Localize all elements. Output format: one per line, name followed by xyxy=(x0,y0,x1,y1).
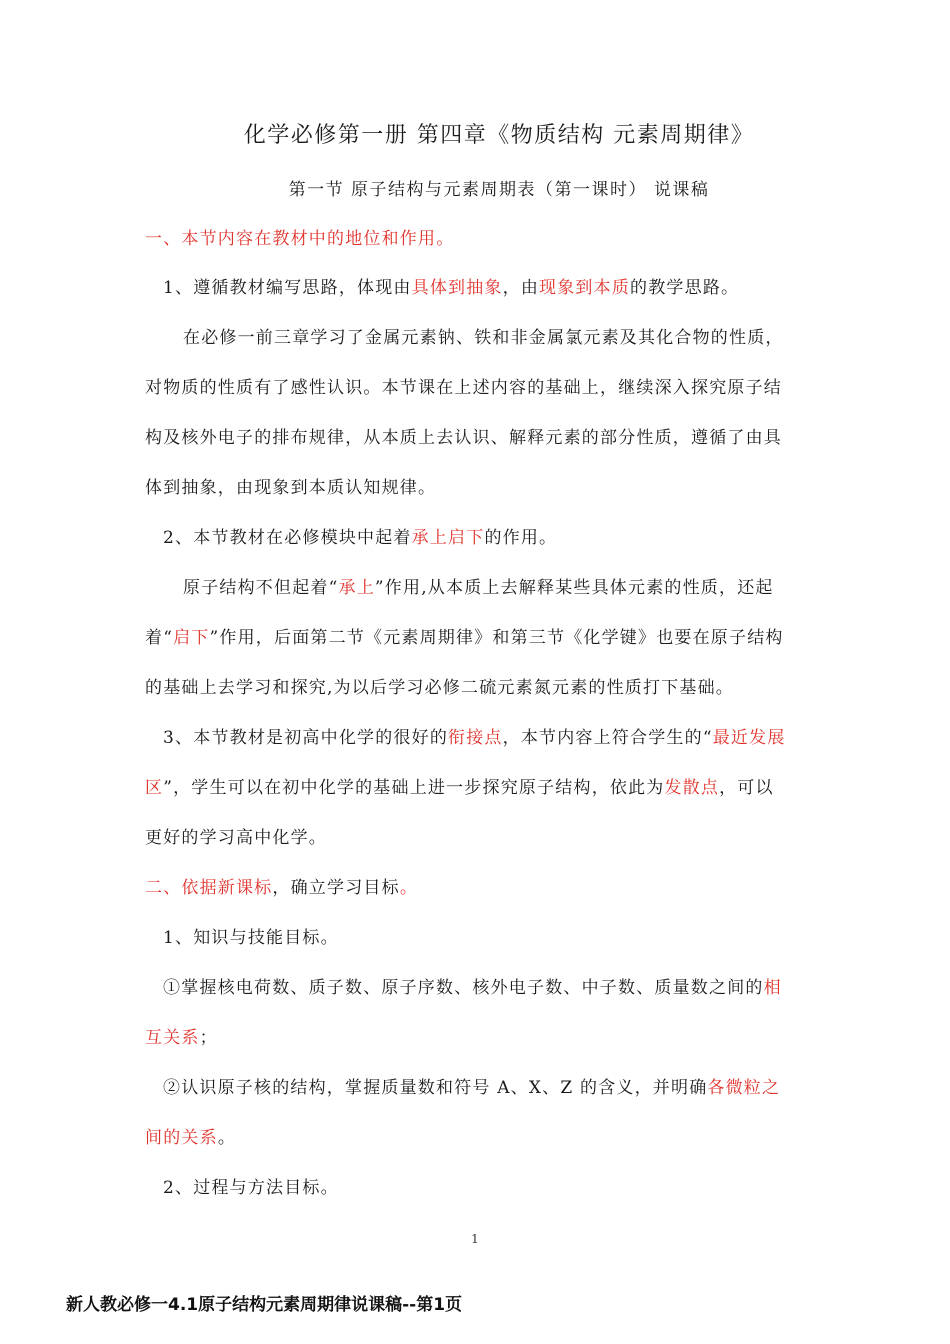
goal2-line2 xyxy=(145,1126,236,1150)
point1-line xyxy=(163,276,739,300)
point3-text: ，本节内容上符合学生的“ xyxy=(502,728,713,748)
goal2-line1 xyxy=(163,1076,780,1100)
goal2-text: 。 xyxy=(217,1128,237,1148)
body2-line1 xyxy=(183,576,774,600)
body2-text: 着“ xyxy=(145,628,174,648)
point3-highlight-zone: 最近发展 xyxy=(712,728,786,748)
goal2-highlight: 间的关系 xyxy=(145,1128,218,1148)
point2-highlight: 承上启下 xyxy=(411,528,485,548)
section2-heading-part: 。 xyxy=(399,878,419,898)
footer-caption: 新人教必修一4.1原子结构元素周期律说课稿--第1页 xyxy=(66,1295,463,1315)
point3-text: ，可以 xyxy=(719,778,774,798)
document-subtitle: 第一节 原子结构与元素周期表（第一课时） 说课稿 xyxy=(288,180,710,200)
goal1-highlight: 互关系 xyxy=(145,1028,200,1048)
point1-text: 的教学思路。 xyxy=(630,278,740,298)
section2-heading-part: ，确立学习目标 xyxy=(272,878,400,898)
point3-line3: 更好的学习高中化学。 xyxy=(145,828,327,848)
goal2-highlight: 各微粒之 xyxy=(707,1078,781,1098)
body1-line4: 体到抽象，由现象到本质认知规律。 xyxy=(145,478,437,498)
point2-line xyxy=(163,526,557,550)
body2-highlight-qixia: 启下 xyxy=(173,628,210,648)
point1-highlight-abstract: 具体到抽象 xyxy=(411,278,503,298)
point3-text: ”，学生可以在初中化学的基础上进一步探究原子结构，依此为 xyxy=(163,778,665,798)
body2-text: 原子结构不但起着“ xyxy=(183,578,339,598)
page-number: 1 xyxy=(471,1232,479,1246)
goal-item1: 1、知识与技能目标。 xyxy=(163,928,339,948)
point3-highlight-zone-end: 区 xyxy=(145,778,164,798)
body2-text: ”作用,从本质上去解释某些具体元素的性质，还起 xyxy=(374,578,774,598)
goal1-text: ； xyxy=(199,1028,218,1048)
point1-text: 1、遵循教材编写思路，体现由 xyxy=(163,278,412,298)
body1-line1: 在必修一前三章学习了金属元素钠、铁和非金属氯元素及其化合物的性质， xyxy=(183,328,784,348)
point2-text: 2、本节教材在必修模块中起着 xyxy=(163,528,412,548)
point3-line1 xyxy=(163,726,786,750)
section2-heading-part: 二、依据新课标 xyxy=(145,878,273,898)
point3-line2 xyxy=(145,776,774,800)
goal-item2: 2、过程与方法目标。 xyxy=(163,1178,339,1198)
section2-heading xyxy=(145,876,418,900)
point3-text: 3、本节教材是初高中化学的很好的 xyxy=(163,728,449,748)
goal1-highlight: 相 xyxy=(763,978,782,998)
body2-line2 xyxy=(145,626,784,650)
goal1-text: ①掌握核电荷数、质子数、原子序数、核外电子数、中子数、质量数之间的 xyxy=(163,978,764,998)
body1-line3: 构及核外电子的排布规律，从本质上去认识、解释元素的部分性质，遵循了由具 xyxy=(145,428,782,448)
point1-highlight-essence: 现象到本质 xyxy=(539,278,631,298)
point3-highlight-link: 衔接点 xyxy=(448,728,503,748)
point2-text: 的作用。 xyxy=(484,528,558,548)
body1-line2: 对物质的性质有了感性认识。本节课在上述内容的基础上，继续深入探究原子结 xyxy=(145,378,782,398)
goal1-line2 xyxy=(145,1026,218,1050)
body2-highlight-chengshang: 承上 xyxy=(338,578,375,598)
point1-text: ，由 xyxy=(502,278,540,298)
goal1-line1 xyxy=(163,976,782,1000)
body2-line3: 的基础上去学习和探究,为以后学习必修二硫元素氮元素的性质打下基础。 xyxy=(145,678,735,698)
point3-highlight-divergence: 发散点 xyxy=(664,778,720,798)
section1-heading: 一、本节内容在教材中的地位和作用。 xyxy=(145,229,455,249)
body2-text: ”作用，后面第二节《元素周期律》和第三节《化学键》也要在原子结构 xyxy=(209,628,784,648)
document-title: 化学必修第一册 第四章《物质结构 元素周期律》 xyxy=(243,123,755,148)
goal2-text: ②认识原子核的结构，掌握质量数和符号 A、X、Z 的含义，并明确 xyxy=(163,1078,708,1098)
